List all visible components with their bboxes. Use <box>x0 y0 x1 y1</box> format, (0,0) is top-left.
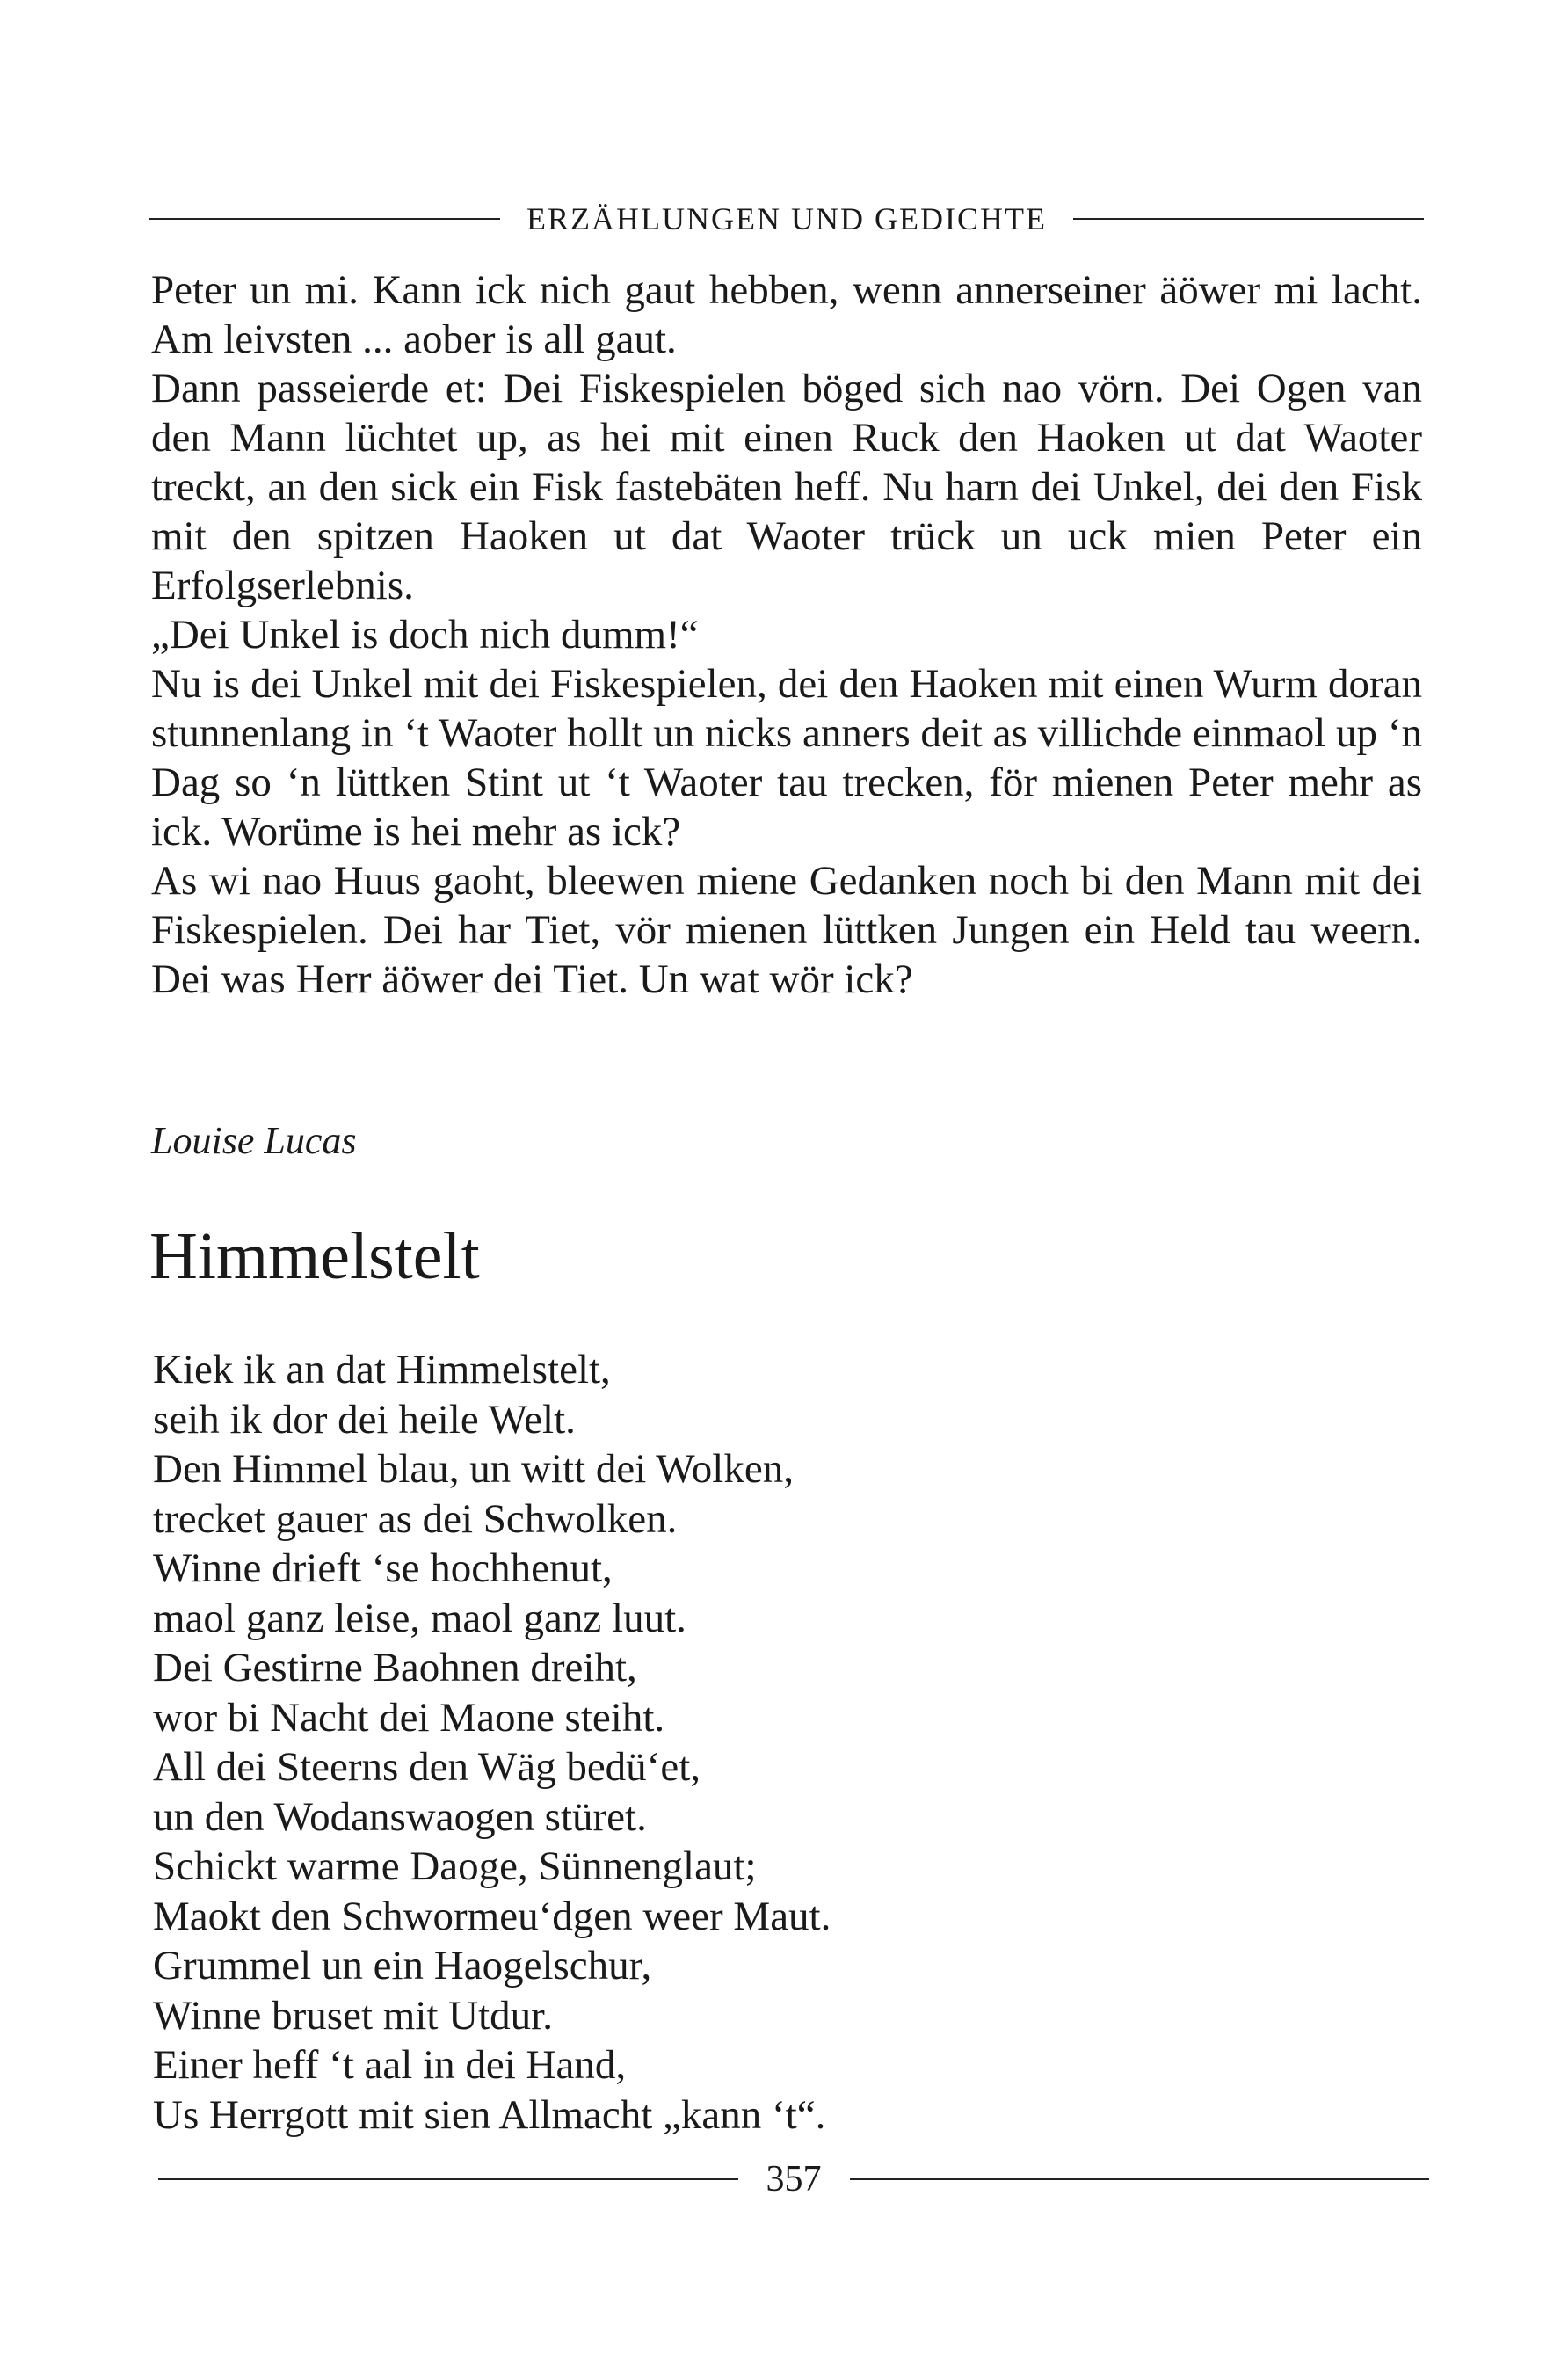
poem-line: Winne drieft ‘se hochhenut, <box>153 1545 613 1591</box>
page-number: 357 <box>766 2159 822 2199</box>
page-footer <box>158 2158 1429 2200</box>
poem-line: Dei Gestirne Baohnen dreiht, <box>153 1645 637 1690</box>
running-title: ERZÄHLUNGEN UND GEDICHTE <box>526 201 1047 236</box>
footer-rule-left <box>158 2178 738 2180</box>
poem-line: Grummel un ein Haogelschur, <box>153 1943 652 1988</box>
poem-title: Himmelstelt <box>149 1219 480 1293</box>
poem-line: un den Wodanswaogen stüret. <box>153 1793 647 1840</box>
poem-line: Maokt den Schwormeu‘dgen weer Maut. <box>153 1893 831 1939</box>
prose-body <box>151 265 1422 1004</box>
poem-line: seih ik dor dei heile Welt. <box>153 1396 576 1443</box>
prose-paragraph: Nu is dei Unkel mit dei Fiskespielen, dei den Haoken mit einen Wurm doran stunnenlang in ‘t Waoter hollt un nicks anners deit as villichde einmaol up ‘n Dag so ‘n lüttken Stint ut ‘t Waoter tau trecken, för mienen Peter mehr as ick. Worüme is hei mehr as ick? <box>151 661 1422 854</box>
poem-line: Den Himmel blau, un witt dei Wolken, <box>153 1446 794 1492</box>
poem-line: Einer heff ‘t aal in dei Hand, <box>153 2042 627 2088</box>
prose-paragraph: As wi nao Huus gaoht, bleewen miene Gedanken noch bi den Mann mit dei Fiskespielen. Dei har Tiet, vör mienen lüttken Jungen ein Held tau weern. Dei was Herr äöwer dei Tiet. Un wat wör ick? <box>151 858 1422 1002</box>
poem-body <box>153 1345 1208 2140</box>
header-rule-right <box>1073 218 1424 220</box>
prose-paragraph: Dann passeierde et: Dei Fiskespielen böged sich nao vörn. Dei Ogen van den Mann lüchtet up, as hei mit einen Ruck den Haoken ut dat Waoter treckt, an den sick ein Fisk fastebäten heff. Nu harn dei Unkel, dei den Fisk mit den spitzen Haoken ut dat Waoter trück un uck mien Peter ein Erfolgserlebnis. <box>151 366 1422 608</box>
poem-line: Schickt warme Daoge, Sünnenglaut; <box>153 1843 757 1889</box>
prose-paragraph: Peter un mi. Kann ick nich gaut hebben, wenn annerseiner äöwer mi lacht. Am leivsten ... aober is all gaut. <box>151 267 1422 362</box>
running-header <box>149 200 1424 237</box>
poem-line: Winne bruset mit Utdur. <box>153 1992 553 2039</box>
footer-rule-right <box>850 2178 1430 2180</box>
prose-paragraph: „Dei Unkel is doch nich dumm!“ <box>151 612 699 658</box>
poem-line: maol ganz leise, maol ganz luut. <box>153 1595 686 1641</box>
poem-author: Louise Lucas <box>151 1119 357 1162</box>
poem-line: All dei Steerns den Wäg bedü‘et, <box>153 1744 701 1790</box>
header-rule-left <box>149 218 500 220</box>
poem-line: trecket gauer as dei Schwolken. <box>153 1495 678 1542</box>
poem-line: Kiek ik an dat Himmelstelt, <box>153 1347 611 1392</box>
poem-line: wor bi Nacht dei Maone steiht. <box>153 1694 665 1741</box>
poem-line: Us Herrgott mit sien Allmacht „kann ‘t“. <box>153 2091 826 2138</box>
